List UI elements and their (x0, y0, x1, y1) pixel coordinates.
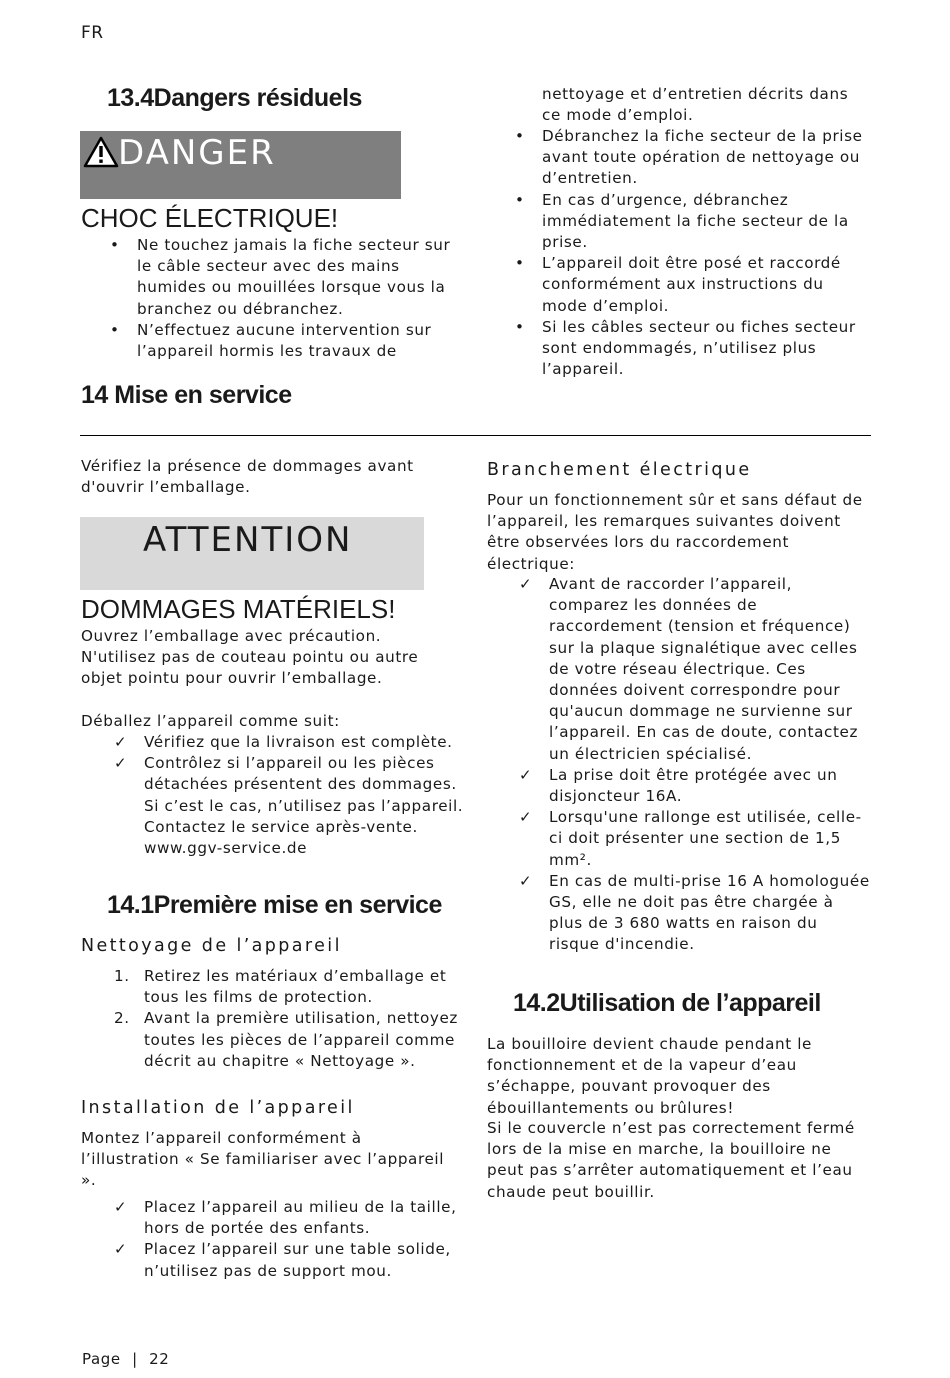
electric-text: Pour un fonctionnement sûr et sans défaut de l’appareil, les remarques suivantes doivent être observées lors du raccordement électrique: (487, 491, 863, 573)
list-item: • En cas d’urgence, débranchez immédiatement la fiche secteur de la prise. (542, 190, 872, 254)
electric-checklist (549, 574, 872, 956)
list-item: • Débranchez la fiche secteur de la prise avant toute opération de nettoyage ou d’entretien. (542, 126, 872, 190)
danger-box (80, 131, 401, 199)
install-title: Installation de l’appareil (81, 1098, 355, 1118)
attention-text: Ouvrez l’emballage avec précaution. N'utilisez pas de couteau pointu ou autre objet pointu pour ouvrir l’emballage. (81, 627, 419, 688)
language-label: FR (81, 23, 104, 43)
install-checklist (144, 1197, 466, 1282)
attention-box (80, 517, 424, 590)
intro-text: Vérifiez la présence de dommages avant d'ouvrir l’emballage. (81, 457, 414, 497)
list-item: • Si les câbles secteur ou fiches secteur sont endommagés, n’utilisez plus l’appareil. (542, 317, 872, 381)
page-footer (82, 1350, 169, 1368)
list-item: ✓ Contrôlez si l’appareil ou les pièces détachées présentent des dommages. Si c’est le cas, n’utilisez pas l’appareil. Contactez le service après-vente. www.ggv-service.de (144, 753, 466, 859)
electric-shock-caption: CHOC ÉLECTRIQUE! (81, 203, 339, 233)
usage-text-2: Si le couvercle n’est pas correctement fermé lors de la mise en marche, la bouilloire ne peut pas s’arrêter automatiquement et l’eau chaude peut bouillir. (487, 1119, 855, 1201)
cleaning-steps (144, 966, 466, 1072)
list-item: Avant la première utilisation, nettoyez toutes les pièces de l’appareil comme décrit au chapitre « Nettoyage ». (144, 1009, 458, 1070)
section-14-2-heading: 14.2Utilisation de l’appareil (513, 989, 821, 1017)
list-item: ✓ Avant de raccorder l’appareil, comparez les données de raccordement (tension et fréquence) sur la plaque signalétique avec celles de votre réseau électrique. Ces données doivent correspondre pour qu'aucun dommage ne survienne sur l’appareil. En cas de doute, contactez un électricien spécialisé. (549, 574, 872, 765)
usage-text-1: La bouilloire devient chaude pendant le fonctionnement et de la vapeur d’eau s’échappe, pouvant provoquer des ébouillantements ou brûlures! (487, 1035, 812, 1117)
list-item: Retirez les matériaux d’emballage et tous les films de protection. (144, 967, 447, 1007)
section-13-4-heading: 13.4Dangers résiduels (107, 84, 362, 112)
electric-title: Branchement électrique (487, 460, 752, 480)
material-damage-caption: DOMMAGES MATÉRIELS! (81, 594, 396, 624)
list-item: ✓ En cas de multi-prise 16 A homologuée GS, elle ne doit pas être chargée à plus de 3 680 watts en raison du risque d'incendie. (549, 871, 872, 956)
page-separator: | (132, 1350, 138, 1368)
section-divider (80, 435, 871, 436)
page-label: Page (82, 1350, 121, 1368)
danger-word: DANGER (118, 133, 276, 173)
section-14-heading: 14 Mise en service (81, 381, 292, 409)
attention-word: ATTENTION (143, 520, 353, 560)
list-item: ✓ Placez l’appareil sur une table solide, n’utilisez pas de support mou. (144, 1239, 466, 1281)
list-item: ✓ Lorsqu'une rallonge est utilisée, celle-ci doit présenter une section de 1,5 mm². (549, 807, 872, 871)
unpack-checklist (144, 732, 466, 859)
danger-bullets-right (542, 126, 872, 380)
warning-triangle-icon (83, 136, 119, 168)
list-item: • L’appareil doit être posé et raccordé conformément aux instructions du mode d’emploi. (542, 253, 872, 317)
cleaning-title: Nettoyage de l’appareil (81, 936, 342, 956)
unpack-lead: Déballez l’appareil comme suit: (81, 712, 340, 730)
list-item: • N’effectuez aucune intervention sur l’appareil hormis les travaux de (137, 320, 462, 362)
install-text: Montez l’appareil conformément à l’illustration « Se familiariser avec l’appareil ». (81, 1129, 445, 1190)
page-number: 22 (149, 1350, 170, 1368)
list-item: ✓ Placez l’appareil au milieu de la taille, hors de portée des enfants. (144, 1197, 466, 1239)
continued-text: nettoyage et d’entretien décrits dans ce mode d’emploi. (542, 85, 849, 125)
list-item: • Ne touchez jamais la fiche secteur sur le câble secteur avec des mains humides ou mouillées lorsque vous la branchez ou débranchez. (137, 235, 462, 320)
section-14-1-heading: 14.1Première mise en service (107, 891, 442, 919)
danger-bullets-left (137, 235, 462, 362)
list-item: ✓ La prise doit être protégée avec un disjoncteur 16A. (549, 765, 872, 807)
list-item: ✓ Vérifiez que la livraison est complète. (144, 732, 466, 753)
